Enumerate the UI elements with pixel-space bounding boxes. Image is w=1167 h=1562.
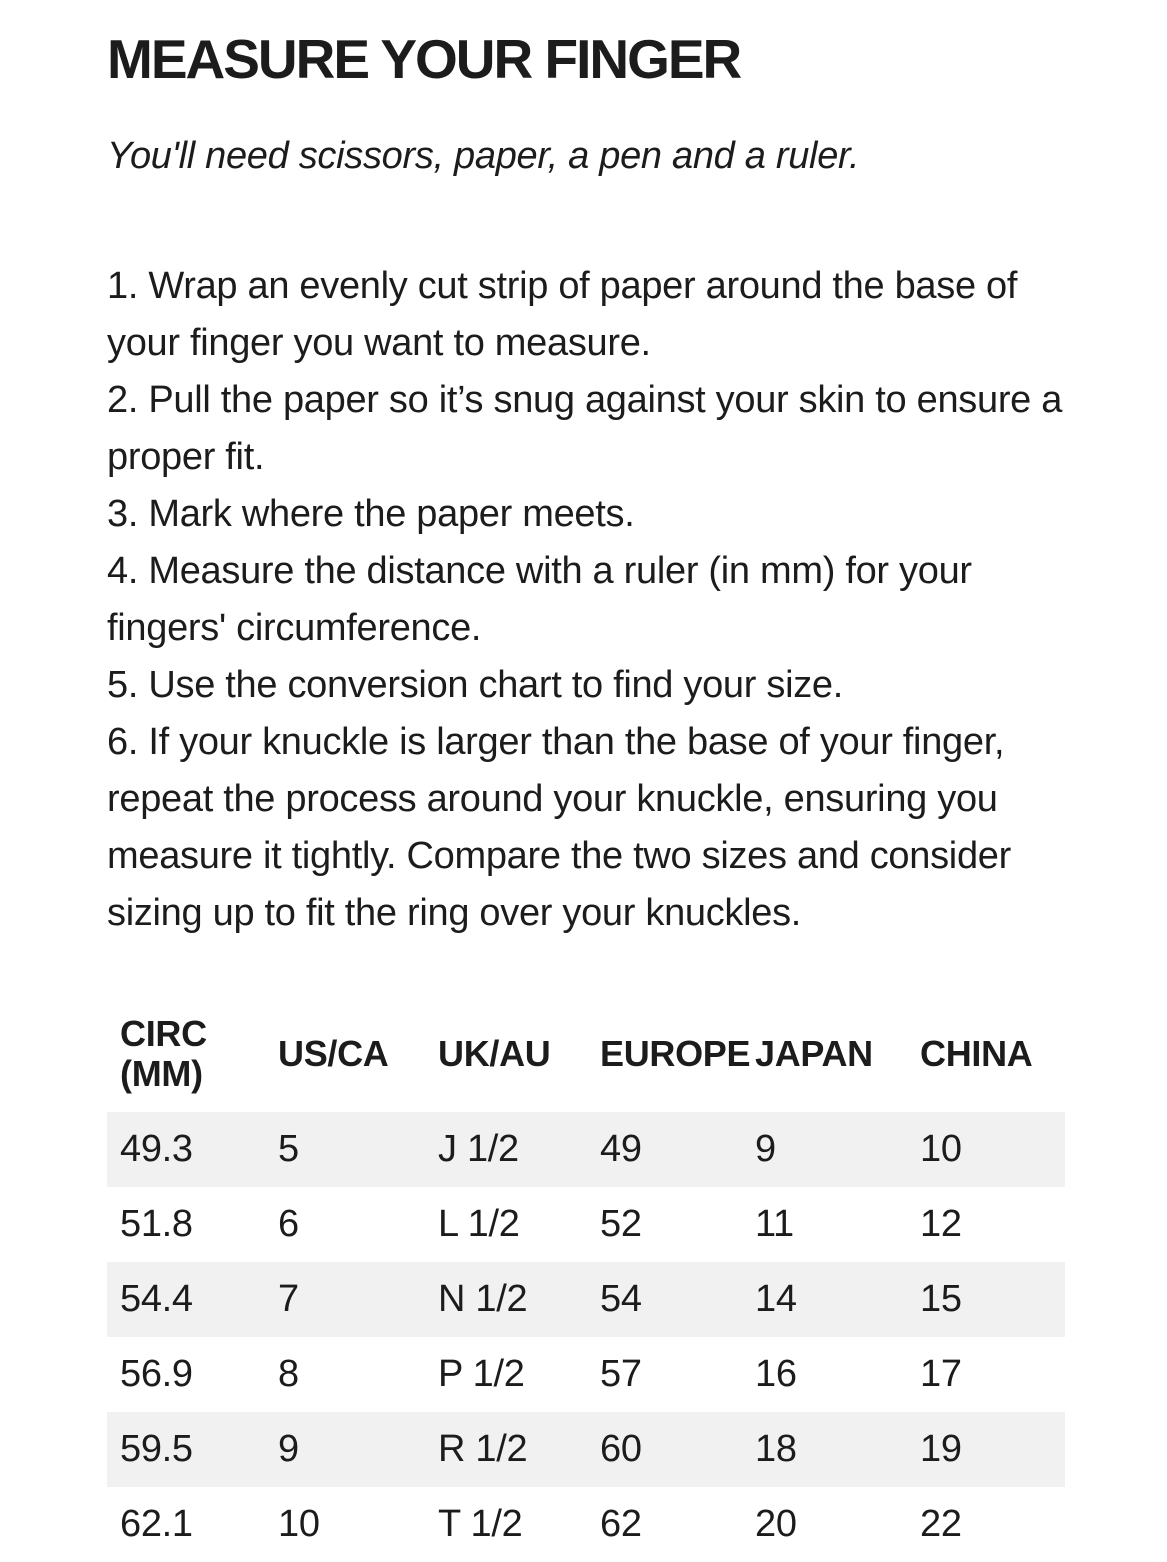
- size-conversion-table: [107, 995, 1065, 1562]
- table-cell: 51.8: [120, 1203, 193, 1245]
- column-header-uk-au: UK/AU: [438, 1032, 551, 1074]
- table-cell: 12: [920, 1203, 962, 1245]
- table-cell: 5: [278, 1128, 299, 1170]
- table-cell: 15: [920, 1278, 962, 1320]
- table-header-row: [107, 995, 1065, 1112]
- table-cell: T 1/2: [438, 1503, 523, 1545]
- table-cell: 59.5: [120, 1428, 193, 1470]
- page-subtitle: You'll need scissors, paper, a pen and a ruler.: [107, 135, 860, 177]
- table-cell: 19: [920, 1428, 962, 1470]
- table-cell: 54: [600, 1278, 642, 1320]
- instruction-item: 2. Pull the paper so it’s snug against your skin to ensure a proper fit.: [107, 379, 1063, 478]
- column-header-china: CHINA: [920, 1032, 1033, 1074]
- table-cell: 6: [278, 1203, 299, 1245]
- table-cell: 16: [755, 1353, 797, 1395]
- table-cell: 7: [278, 1278, 299, 1320]
- table-cell: L 1/2: [438, 1203, 520, 1245]
- table-cell: 62: [600, 1503, 642, 1545]
- table-cell: N 1/2: [438, 1278, 528, 1320]
- instructions-list: [107, 258, 1065, 942]
- table-cell: 60: [600, 1428, 642, 1470]
- table-cell: 18: [755, 1428, 797, 1470]
- table-cell: 52: [600, 1203, 642, 1245]
- column-header-circ-mm: CIRC (MM): [120, 1012, 207, 1094]
- table-cell: 49.3: [120, 1128, 193, 1170]
- table-row: [107, 1262, 1065, 1337]
- table-cell: 17: [920, 1353, 962, 1395]
- table-cell: 22: [920, 1503, 962, 1545]
- table-cell: 57: [600, 1353, 642, 1395]
- table-cell: 10: [278, 1503, 320, 1545]
- instruction-item: 3. Mark where the paper meets.: [107, 493, 635, 535]
- table-cell: 9: [278, 1428, 299, 1470]
- table-cell: J 1/2: [438, 1128, 519, 1170]
- table-cell: 11: [755, 1203, 794, 1245]
- instruction-item: 4. Measure the distance with a ruler (in mm) for your fingers' circumference.: [107, 550, 972, 649]
- table-row: [107, 1187, 1065, 1262]
- table-body: [107, 1112, 1065, 1562]
- table-row: [107, 1412, 1065, 1487]
- table-row: [107, 1487, 1065, 1562]
- column-header-europe: EUROPE: [600, 1032, 751, 1074]
- instruction-item: 1. Wrap an evenly cut strip of paper around the base of your finger you want to measure.: [107, 265, 1018, 364]
- table-cell: 10: [920, 1128, 962, 1170]
- page-title: MEASURE YOUR FINGER: [107, 28, 741, 90]
- table-row: [107, 1337, 1065, 1412]
- table-cell: 49: [600, 1128, 642, 1170]
- table-cell: 8: [278, 1353, 299, 1395]
- table-cell: 54.4: [120, 1278, 193, 1320]
- instruction-item: 6. If your knuckle is larger than the base of your finger, repeat the process around your knuckle, ensuring you measure it tightly. Compare the two sizes and consider sizing up to fit the ring over your knuckles.: [107, 721, 1011, 934]
- table-cell: R 1/2: [438, 1428, 528, 1470]
- table-cell: 14: [755, 1278, 797, 1320]
- table-cell: P 1/2: [438, 1353, 525, 1395]
- table-cell: 9: [755, 1128, 776, 1170]
- table-cell: 56.9: [120, 1353, 193, 1395]
- table-cell: 62.1: [120, 1503, 193, 1545]
- table-row: [107, 1112, 1065, 1187]
- table-cell: 20: [755, 1503, 797, 1545]
- instruction-item: 5. Use the conversion chart to find your size.: [107, 664, 844, 706]
- column-header-japan: JAPAN: [755, 1032, 873, 1074]
- column-header-us-ca: US/CA: [278, 1032, 389, 1074]
